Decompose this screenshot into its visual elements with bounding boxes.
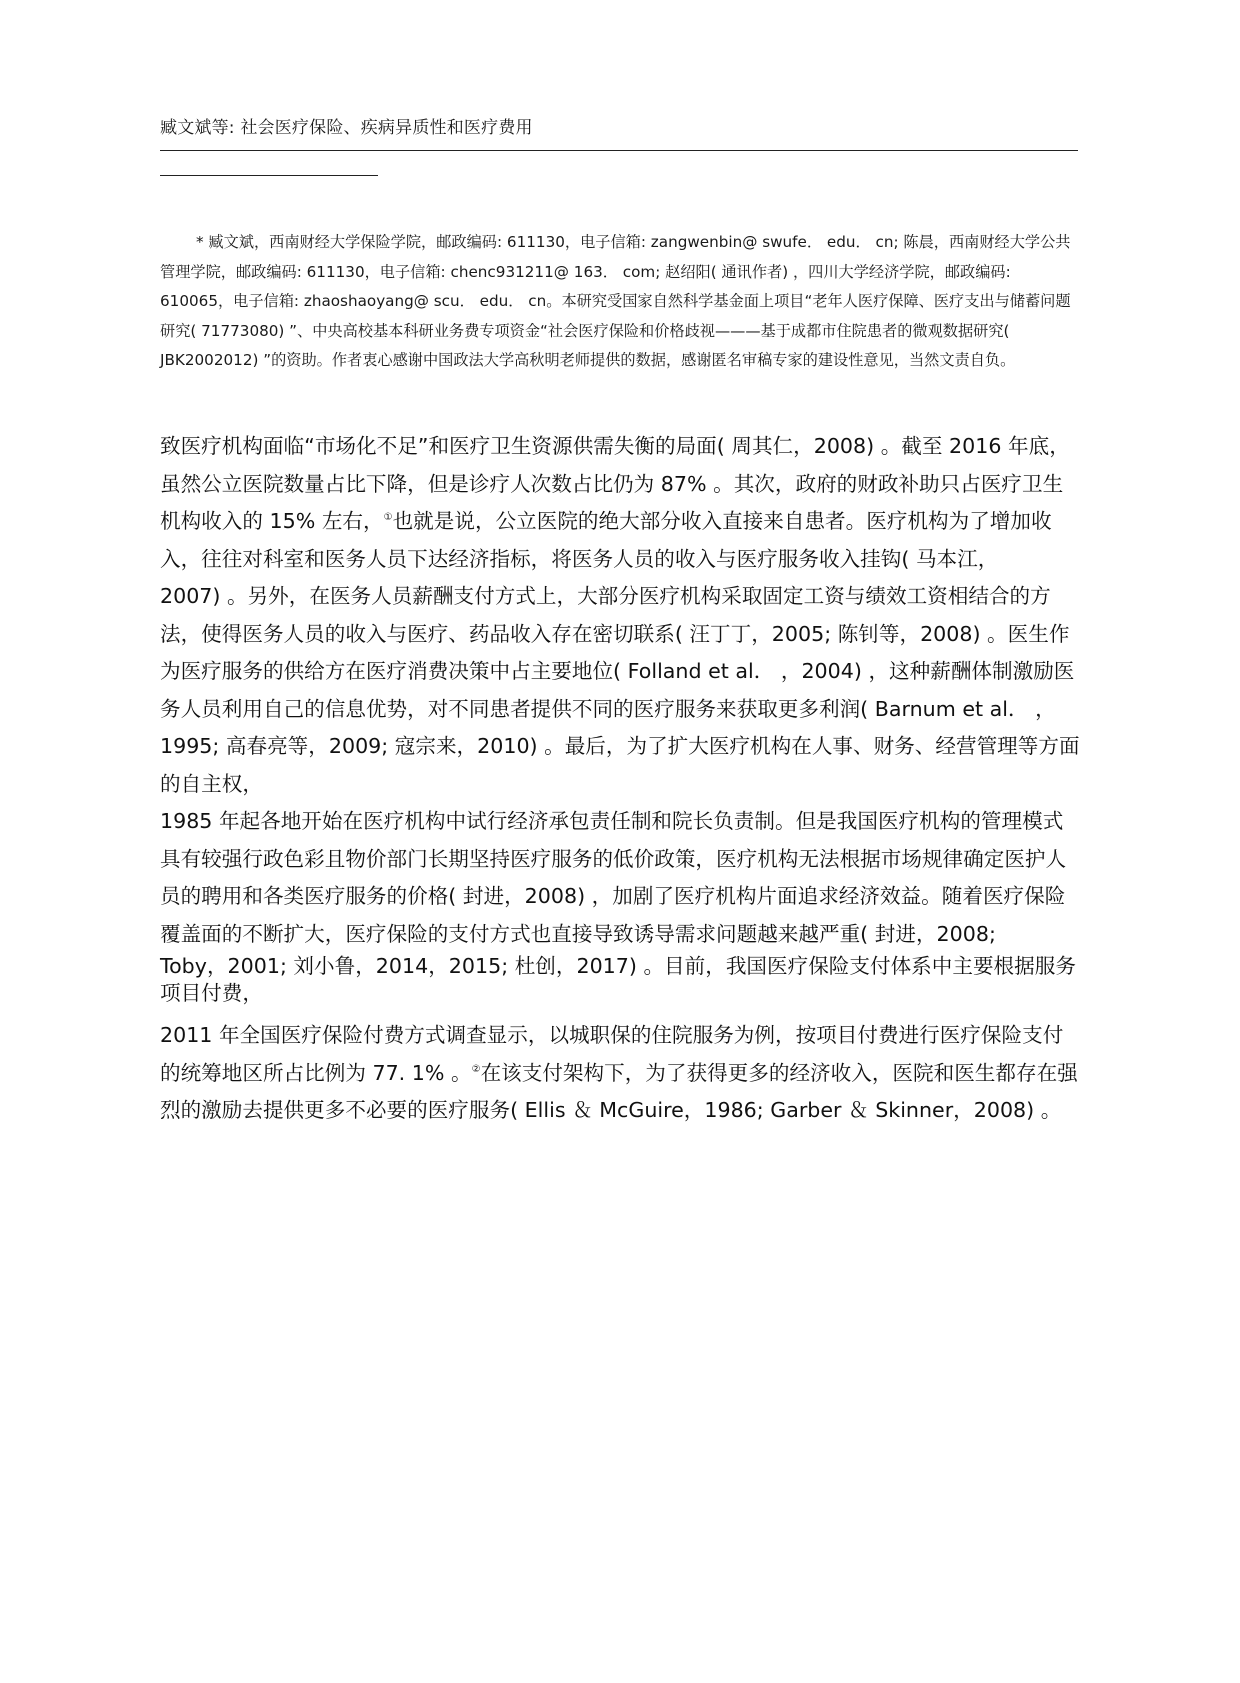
footnote-marker-1: ① — [383, 512, 393, 524]
paragraph-4: Toby，2001; 刘小鲁，2014，2015; 杜创，2017) 。目前，我国医疗保险支付体系中主要根据服务项目付费， — [160, 954, 1076, 1005]
footnote-marker-2: ② — [471, 1063, 481, 1075]
paragraph-5 — [160, 1017, 1080, 1130]
header-divider — [160, 150, 1078, 151]
paragraph-5-text-b: 在该支付架构下，为了获得更多的经济收入，医院和医生都存在强烈的激励去提供更多不必要的医疗服务( Ellis ＆ McGuire，1986; Garber ＆ Skinner，2008) 。 — [160, 1060, 1078, 1122]
paragraph-1-text-a: 致医疗机构面临“市场化不足”和医疗卫生资源供需失衡的局面( 周其仁，2008) 。截至 2016 年底，虽然公立医院数量占比下降，但是诊疗人次数占比仍为 87% 。其次，政府的财政补助只占医疗卫生机构收入的 15% 左右， — [160, 434, 1070, 533]
footnote-divider — [160, 175, 378, 176]
author-footnote: * 臧文斌，西南财经大学保险学院，邮政编码: 611130，电子信箱: zangwenbin@ swufe． edu． cn; 陈晨，西南财经大学公共管理学院，邮政编码: 611130，电子信箱: chenc931211@ 163． com; 赵绍阳( 通讯作者) ，四川大学经济学院，邮政编码: 610065，电子信箱: zhaoshaoyang@ scu． edu． cn。本研究受国家自然科学基金面上项目“老年人医疗保障、医疗支出与储蓄问题研究( 71773080) ”、中央高校基本科研业务费专项资金“社会医疗保险和价格歧视———基于成都市住院患者的微观数据研究( JBK2002012) ”的资助。作者衷心感谢中国政法大学高秋明老师提供的数据，感谢匿名审稿专家的建设性意见，当然文责自负。 — [160, 233, 1071, 369]
running-head: 臧文斌等: 社会医疗保险、疾病异质性和医疗费用 — [160, 118, 533, 138]
paragraph-1-text-b: 也就是说，公立医院的绝大部分收入直接来自患者。医疗机构为了增加收入，往往对科室和医务人员下达经济指标，将医务人员的收入与医疗服务收入挂钩( 马本江， — [160, 509, 1052, 571]
paragraph-1 — [160, 428, 1080, 578]
paragraph-3: 1985 年起各地开始在医疗机构中试行经济承包责任制和院长负责制。但是我国医疗机构的管理模式具有较强行政色彩且物价部门长期坚持医疗服务的低价政策，医疗机构无法根据市场规律确定医护人员的聘用和各类医疗服务的价格( 封进，2008) ，加剧了医疗机构片面追求经济效益。随着医疗保险覆盖面的不断扩大，医疗保险的支付方式也直接导致诱导需求问题越来越严重( 封进，2008; — [160, 809, 1067, 946]
paragraph-2: 2007) 。另外，在医务人员薪酬支付方式上，大部分医疗机构采取固定工资与绩效工资相结合的方法，使得医务人员的收入与医疗、药品收入存在密切联系( 汪丁丁，2005; 陈钊等，2008) 。医生作为医疗服务的供给方在医疗消费决策中占主要地位( Folland et al． ，2004) ，这种薪酬体制激励医务人员利用自己的信息优势，对不同患者提供不同的医疗服务来获取更多利润( Barnum et al． ，1995; 高春亮等，2009; 寇宗来，2010) 。最后，为了扩大医疗机构在人事、财务、经营管理等方面的自主权， — [160, 584, 1080, 796]
paragraph-5-text-a: 2011 年全国医疗保险付费方式调查显示，以城职保的住院服务为例，按项目付费进行医疗保险支付的统筹地区所占比例为 77. 1% 。 — [160, 1023, 1064, 1085]
main-text — [160, 428, 1080, 1130]
